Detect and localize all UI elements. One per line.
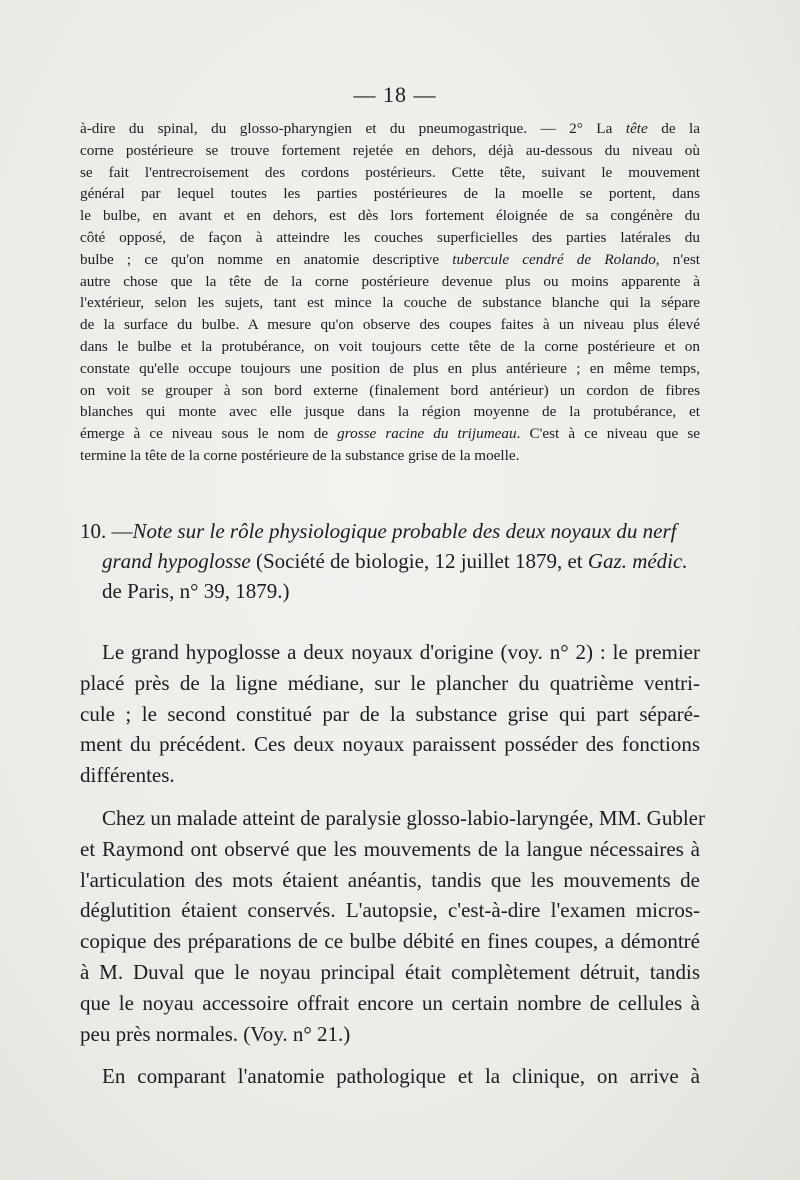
text-line: peu près normales. (Voy. n° 21.) <box>80 1021 351 1046</box>
text-line: de la surface du bulbe. A mesure qu'on observe des coupes faites à un niveau plus élevé <box>80 316 700 334</box>
text-line: blanches qui monte avec elle jusque dans la région moyenne de la protubérance, et <box>80 403 700 421</box>
paragraph <box>80 803 705 1049</box>
heading-line-3: de Paris, n° 39, 1879.) <box>102 579 290 603</box>
text-line: Chez un malade atteint de paralysie glosso-labio-laryngée, MM. Gubler <box>102 805 705 830</box>
main-text <box>80 637 705 1092</box>
text-line: placé près de la ligne médiane, sur le plancher du quatrième ventri- <box>80 670 700 695</box>
text-line: que le noyau accessoire offrait encore un certain nombre de cellules à <box>80 990 700 1015</box>
heading-number: 10. — <box>80 519 133 543</box>
text-line: on voit se grouper à son bord externe (finalement bord antérieur) un cordon de fibres <box>80 381 700 399</box>
section-heading <box>80 516 700 606</box>
text-line: ment du précédent. Ces deux noyaux paraissent posséder des fonctions <box>80 732 700 757</box>
text-line: cule ; le second constitué par de la substance grise qui part séparé- <box>80 701 700 726</box>
text-line: à M. Duval que le noyau principal était complètement détruit, tandis <box>80 959 700 984</box>
text-line: l'articulation des mots étaient anéantis, tandis que les mouvements de <box>80 867 700 892</box>
text-line: l'extérieur, selon les sujets, tant est mince la couche de substance blanche qui la sépare <box>80 294 700 312</box>
paragraph <box>80 1061 700 1092</box>
text-line: différentes. <box>80 763 175 788</box>
heading-title-italic: Note sur le rôle physiologique probable des deux noyaux du nerf <box>132 519 677 543</box>
text-line: termine la tête de la corne postérieure de la substance grise de la moelle. <box>80 446 520 464</box>
text-line: bulbe ; ce qu'on nomme en anatomie descriptive tubercule cendré de Rolando, n'est <box>80 250 700 268</box>
text-line: se fait l'entrecroisement des cordons postérieurs. Cette tête, suivant le mouvement <box>80 163 700 181</box>
text-line: corne postérieure se trouve fortement rejetée en dehors, déjà au-dessous du niveau où <box>80 141 700 159</box>
paragraph-top <box>80 118 700 467</box>
heading-line-2 <box>80 546 700 576</box>
text-line: à-dire du spinal, du glosso-pharyngien et du pneumogastrique. — 2° La tête de la <box>80 120 700 137</box>
paragraph <box>80 637 700 791</box>
text-line: autre chose que la tête de la corne postérieure devenue plus ou moins apparente à <box>80 272 700 290</box>
text-line: émerge à ce niveau sous le nom de grosse racine du trijumeau. C'est à ce niveau que se <box>80 425 700 443</box>
text-line: dans le bulbe et la protubérance, on voit toujours cette tête de la corne postérieure et on <box>80 337 700 355</box>
text-line: copique des préparations de ce bulbe débité en fines coupes, a démontré <box>80 929 700 954</box>
text-line: déglutition étaient conservés. L'autopsie, c'est-à-dire l'examen micros- <box>80 898 700 923</box>
text-line: général par lequel toutes les parties postérieures de la moelle se portent, dans <box>80 185 700 203</box>
heading-journal: Gaz. médic. <box>587 549 688 573</box>
text-line: le bulbe, en avant et en dehors, est dès lors fortement éloignée de sa congénère du <box>80 207 700 225</box>
heading-line-1 <box>80 516 700 546</box>
text-line: et Raymond ont observé que les mouvements de la langue nécessaires à <box>80 836 700 861</box>
text-line: Le grand hypoglosse a deux noyaux d'origine (voy. n° 2) : le premier <box>102 640 700 664</box>
heading-source: (Société de biologie, 12 juillet 1879, et <box>250 549 588 573</box>
text-line: côté opposé, de façon à atteindre les couches superficielles des parties latérales du <box>80 228 700 246</box>
heading-title-italic-2: grand hypoglosse <box>102 549 251 573</box>
text-line: En comparant l'anatomie pathologique et la clinique, on arrive à <box>102 1064 700 1089</box>
text-line: constate qu'elle occupe toujours une position de plus en plus antérieure ; en même temps, <box>80 359 700 377</box>
page-number: — 18 — <box>353 82 437 107</box>
